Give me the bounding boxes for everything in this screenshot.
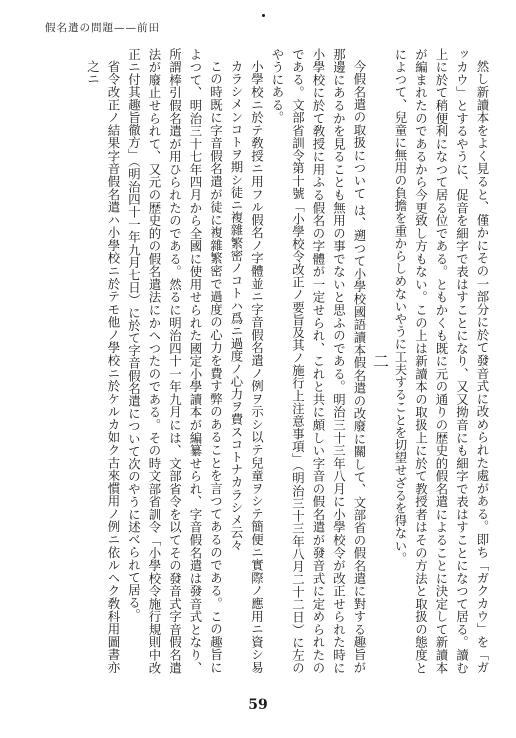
paragraph-1: 然し新讀本をよく見ると、僅かにその一部分に於て發音式に改められた處がある。即ち「ガクカウ」を「ガッカウ」とするやうに、促音を細字で表はすことになり、又又拗音にも細字で表はすことになつて居る。讀む上に於て稍便利になつて居る位である。ともかくも既に元の通りの歴史的假名遣によることに決定して新讀本が編まれたのであるから今更致し方もない。この上は新讀本の取扱上に於て教授者はその方法と取扱の態度とによつて、兒童に無用の負擔を重からしめないやうに工夫することを切望せざるを得ない。 <box>393 48 490 674</box>
vertical-body-text <box>22 48 492 674</box>
quoted-ordinance-1: 小學校ニ於テ敎授ニ用フル假名ノ字體並ニ字音假名遣ノ例ヲ示シ以テ兒童ヲシテ簡便ニ實際ノ應用ニ資シ易カラシメンコトヲ期シ徒ニ複雜繁密ノコトハ爲ニ過度ノ心力ヲ費スコトナカラシメ云々 <box>229 60 265 674</box>
page-number: 59 <box>248 697 268 713</box>
paragraph-2: 今假名遣の取扱について は、遡つて小學校國語讀本假名遣の改廢に關して、文部省の假名遣に對する趣旨が那邊にあるかを見ることも無用の事でないと思ふのである。明治三十三年八月に小學校令が改正せられた時に小學校に於て敎授に用ふる假名の字體が一定せられ、これと共に頗しい字音の假名遣が發音式に定められたのである。文部省訓令第十號「小學校令改正ノ要旨及其ノ施行上注意事項」（明治三十三年八月二十二日）に左のやうにある。 <box>270 48 367 674</box>
paragraph-3: この時既に字音假名遣が徒に複雜繁密で過度の心力を費す弊のあることを言つてあるのである。この趣旨によつて、明治三十七年四月から全國に使用せられた國定小學讀本が編纂せられ、字音假名遣は發音式となり、所謂棒引假名遣が用ひられたのである。然るに明治四十一年九月には、文部省令を以てその發音式字音假名遣法が廢止せられて、又元の歴史的の假名遣法にかへつたのである。その時文部省訓令「小學校令施行規則中改正ニ付其趣旨徹方」（明治四十一年九月七日）に於て字音假名遣について次のやうに述べられて居る。 <box>126 48 224 674</box>
running-header: 假名遣の問題——前田 <box>45 22 160 34</box>
quoted-ordinance-2: 省令改正ノ結果字音假名遣ハ小學校ニ於テモ他ノ學校ニ於ケルカ如ク古來慣用ノ例ニ依ルヘク敎科用圖書亦之ニ <box>85 60 121 674</box>
section-heading: 二 <box>370 352 390 370</box>
top-dot-mark <box>262 14 265 17</box>
